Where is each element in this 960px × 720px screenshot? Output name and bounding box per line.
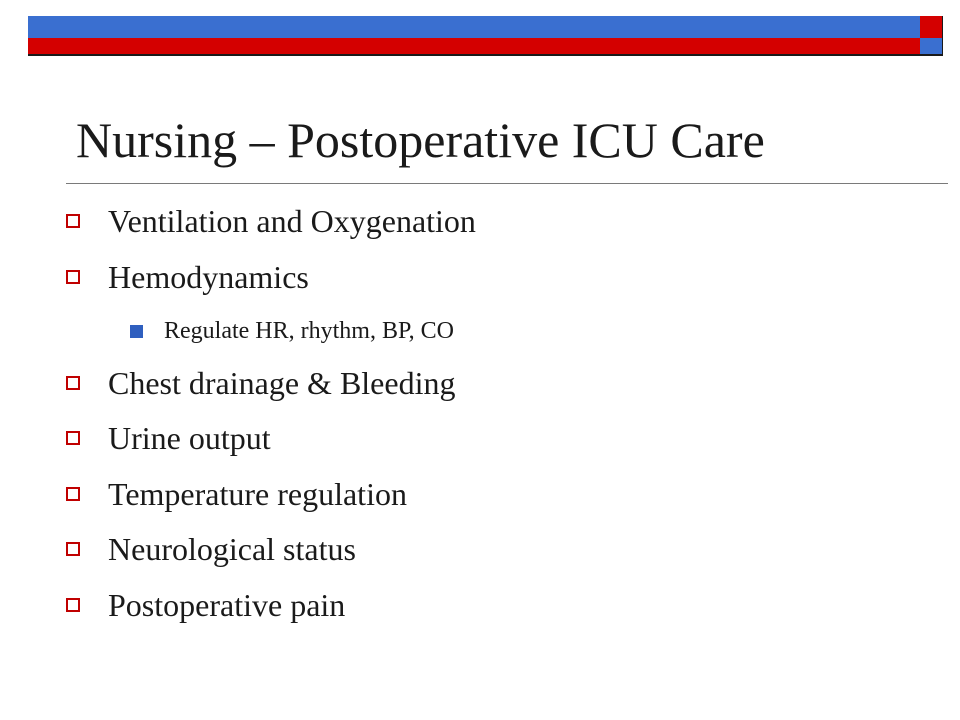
hollow-square-bullet-icon: [66, 270, 80, 284]
header-divider-vertical: [942, 16, 943, 56]
hollow-square-bullet-icon: [66, 376, 80, 390]
header-blue-square: [920, 38, 942, 54]
bullet-item: [64, 257, 309, 297]
bullet-text: Temperature regulation: [108, 475, 407, 512]
bullet-text: Chest drainage & Bleeding: [108, 364, 456, 401]
bullet-text: Hemodynamics: [108, 258, 309, 295]
bullet-text: Urine output: [108, 419, 271, 456]
header-divider-horizontal: [28, 54, 942, 56]
bullet-text: Postoperative pain: [108, 586, 346, 623]
sub-bullet-item: [130, 315, 454, 347]
bullet-item: [64, 529, 356, 569]
hollow-square-bullet-icon: [66, 214, 80, 228]
bullet-item: [64, 363, 455, 403]
filled-square-bullet-icon: [130, 325, 143, 338]
bullet-text: Neurological status: [108, 530, 356, 567]
header-blue-bar: [28, 16, 920, 38]
bullet-item: [64, 201, 476, 241]
bullet-text: Ventilation and Oxygenation: [108, 202, 476, 239]
bullet-item: [64, 418, 271, 458]
title-underline: [66, 183, 948, 184]
header-red-square: [920, 16, 942, 38]
bullet-item: [64, 474, 407, 514]
hollow-square-bullet-icon: [66, 598, 80, 612]
bullet-item: [64, 585, 345, 625]
hollow-square-bullet-icon: [66, 431, 80, 445]
sub-bullet-text: Regulate HR, rhythm, BP, CO: [164, 317, 455, 344]
hollow-square-bullet-icon: [66, 487, 80, 501]
slide-title: Nursing – Postoperative ICU Care: [76, 112, 765, 168]
hollow-square-bullet-icon: [66, 542, 80, 556]
header-red-bar: [28, 38, 920, 54]
